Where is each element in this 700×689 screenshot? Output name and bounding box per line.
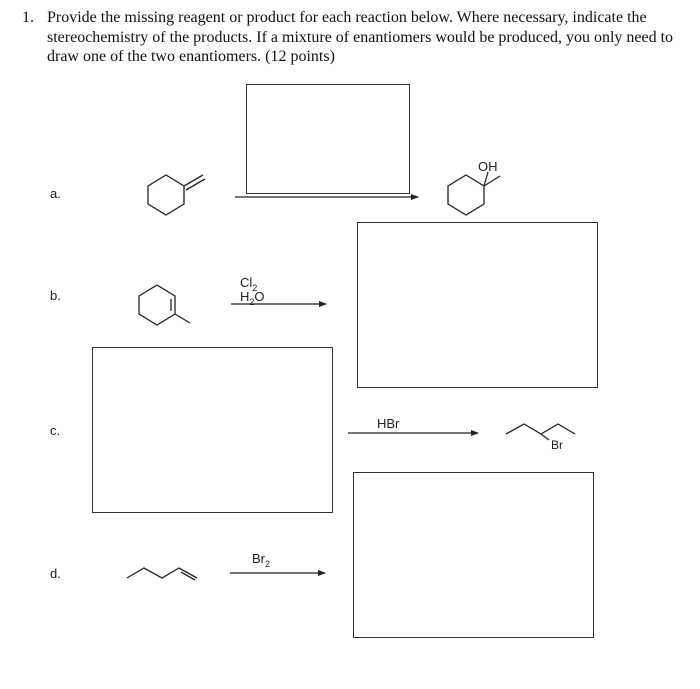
reaction-c-label: c. (50, 423, 61, 438)
answer-box-b-product[interactable] (357, 222, 598, 388)
product-a-oh-label: OH (478, 159, 498, 174)
reagent-c-hbr: HBr (377, 416, 400, 431)
bromomethylbutane-structure (506, 424, 575, 440)
reaction-b-label: b. (50, 288, 61, 303)
pentene-structure (127, 568, 197, 580)
methylcyclohexene-structure (139, 285, 190, 325)
question-text: Provide the missing reagent or product for each reaction below. Where necessary, indicate the stereochemistry of the products. If a mixture of enantiomers would be produced, you only need to draw one of the two enantiomers. (12 points) (47, 9, 674, 65)
reagent-d-br2: $Br_2$ (252, 551, 271, 569)
methylcyclohexanol-structure (448, 172, 500, 215)
reaction-d-label: d. (50, 566, 61, 581)
question-number: 1. (22, 9, 34, 26)
reaction-a-label: a. (50, 186, 61, 201)
reagent-b-h2o: $H_2O$ (240, 289, 265, 307)
product-c-br-label: Br (551, 438, 563, 452)
methylenecyclohexane-structure (148, 175, 205, 215)
answer-box-c-reactant[interactable] (92, 347, 333, 513)
answer-box-d-product[interactable] (353, 472, 594, 638)
answer-box-a-reagent[interactable] (246, 84, 410, 194)
reagent-b-cl2: $Cl_2$ (240, 275, 258, 293)
